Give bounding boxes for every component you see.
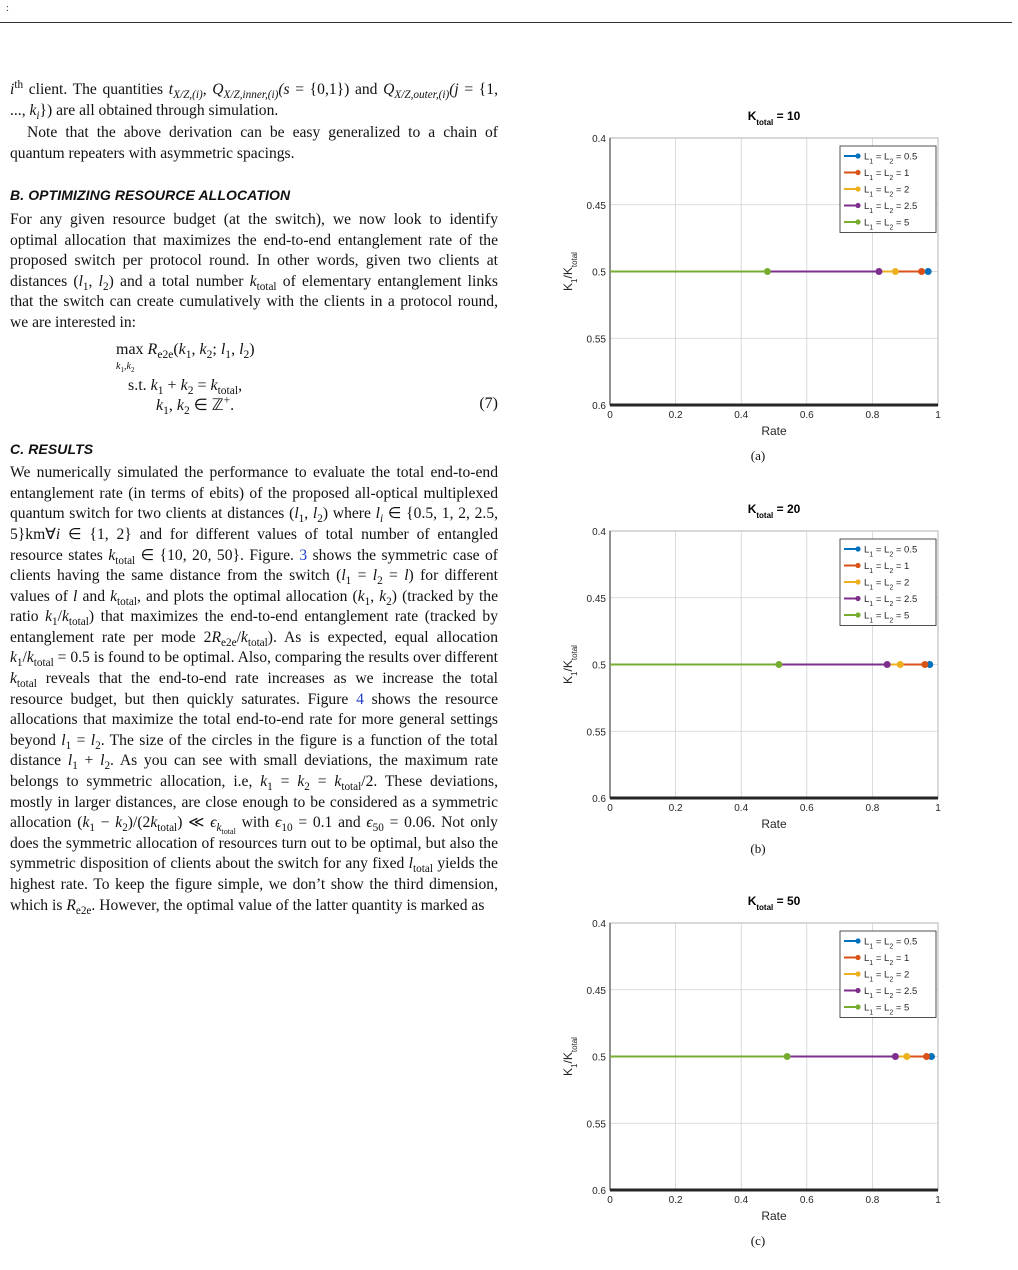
chart-svg [558,100,958,480]
chart-title: $K_{total} = 10$ [747,109,801,127]
legend-label: $L_1 = L_2 = 1$ [864,168,910,182]
legend-marker [855,988,860,993]
series-marker [764,269,770,275]
x-tick-label: 0.6 [799,803,814,814]
y-tick-label: 0.5 [592,660,606,672]
x-axis-label: Rate [761,1209,787,1223]
page-header-mark: : [6,2,10,14]
chart-panel-a [558,100,958,480]
legend-marker [855,955,860,960]
x-tick-label: 0 [607,410,613,421]
series-marker [897,662,903,668]
legend-label: $L_1 = L_2 = 2.5$ [864,986,918,1000]
legend-marker [855,186,860,191]
section-heading-b: B. OPTIMIZING RESOURCE ALLOCATION [10,187,291,204]
legend-label: $L_1 = L_2 = 2.5$ [864,201,918,215]
x-tick-label: 0.8 [865,1195,880,1206]
paragraph-3: For any given resource budget (at the switch), we now look to identify optimal allocation that maximizes the end-to-end entanglement rate of the proposed switch per protocol round. In other words, given two clients at distances ($l_1$, $l_2$) and a total number $k_{total}$ of elementary entanglement links that the switch can create cumulatively with the clients in a protocol round, we are interested in: [10,210,499,331]
legend-marker [855,612,860,617]
series-marker [892,269,898,275]
x-tick-label: 0.2 [668,1195,683,1206]
series-marker [904,1054,910,1060]
legend-label: $L_1 = L_2 = 5$ [864,217,910,231]
legend-label: $L_1 = L_2 = 1$ [864,953,910,967]
y-tick-label: 0.55 [586,1119,606,1131]
legend-label: $L_1 = L_2 = 2.5$ [864,594,918,608]
series-marker [919,269,925,275]
x-tick-label: 0.4 [734,1195,749,1206]
text-column [10,80,498,916]
legend-marker [855,219,860,224]
legend-marker [855,170,860,175]
x-tick-label: 1 [935,410,941,421]
legend-label: $L_1 = L_2 = 2$ [864,184,910,198]
x-tick-label: 0.4 [734,803,749,814]
y-tick-label: 0.55 [586,727,606,739]
y-tick-label: 0.45 [586,593,606,605]
legend-marker [855,1004,860,1009]
chart-panel-c [558,885,958,1265]
y-tick-label: 0.6 [592,1186,606,1197]
y-tick-label: 0.4 [592,919,606,930]
series-marker [784,1054,790,1060]
legend-marker [855,563,860,568]
series-marker [876,269,882,275]
paragraph-4: We numerically simulated the performance to evaluate the total end-to-end entanglement rate (in terms of ebits) of the proposed all-optical multiplexed quantum switch for two clients at distances ($l_1$, $l_2$) where $l_i$ ∈ {0.5, 1, 2, 2.5, 5}km∀i ∈ {1, 2} and for different values of total number of entangled resource states $k_{total}$ ∈ {10, 20, 50}. Figure. 3 shows the symmetric case of clients having the same distance from the switch $(l_1 = l_2 = l)$ for different values of l and $k_{total}$, and plots the optimal allocation ($k_1$, $k_2$) (tracked by the ratio $k_1/k_{total}$) that maximizes the end-to-end entanglement rate (tracked by entanglement rate per mode $2R_{e2e}/k_{total}$). As is expected, equal allocation $k_1/k_{total} = 0.5$ is found to be optimal. Also, comparing the results over different $k_{total}$ reveals that the end-to-end rate increases as we increase the total resource budget, but then quickly saturates. Figure 4 shows the resource allocations that maximize the total end-to-end rate for more general settings beyond $l_1 = l_2$. The size of the circles in the figure is a function of the total distance $l_1 + l_2$. As you can see with small deviations, the maximum rate belongs to symmetric allocation, i.e, $k_1 = k_2 = k_{total}/2$. These deviations, mostly in larger distances, are close enough to be considered as a symmetric allocation $(k_1 - k_2)/(2k_{total})$ ≪ $\epsilon_{k_{total}}$ with $\epsilon_{10} = 0.1$ and $\epsilon_{50} = 0.06$. Not only does the symmetric allocation of resources turn out to be optimal, but also the symmetric disposition of clients about the switch for any fixed $l_{total}$ yields the highest rate. To keep the figure simple, we don’t show the third dimension, which is $R_{e2e}$. However, the optimal value of the latter quantity is marked as [10,464,499,917]
y-tick-label: 0.45 [586,200,606,212]
series-marker [924,1054,930,1060]
y-tick-label: 0.6 [592,794,606,805]
legend-label: $L_1 = L_2 = 2$ [864,969,910,983]
legend-marker [855,203,860,208]
x-tick-label: 0.6 [799,1195,814,1206]
series-marker [922,662,928,668]
x-axis-label: Rate [761,817,787,831]
figure-caption: (b) [750,841,766,856]
y-tick-label: 0.55 [586,334,606,346]
x-tick-label: 0 [607,803,613,814]
x-tick-label: 0 [607,1195,613,1206]
legend-label: $L_1 = L_2 = 5$ [864,1002,910,1016]
series-marker [776,662,782,668]
chart-panel-b [558,493,958,873]
legend-label: $L_1 = L_2 = 1$ [864,561,910,575]
legend-marker [855,938,860,943]
y-tick-label: 0.4 [592,134,606,145]
chart-svg [558,885,958,1265]
x-tick-label: 0.4 [734,410,749,421]
chart-svg [558,493,958,873]
x-tick-label: 0.2 [668,410,683,421]
y-tick-label: 0.5 [592,267,606,279]
series-marker [925,269,931,275]
y-tick-label: 0.4 [592,527,606,538]
y-tick-label: 0.6 [592,401,606,412]
header-rule [0,22,1012,23]
y-tick-label: 0.5 [592,1052,606,1064]
legend-label: $L_1 = L_2 = 0.5$ [864,151,918,165]
x-tick-label: 0.2 [668,803,683,814]
x-tick-label: 1 [935,803,941,814]
legend-marker [855,596,860,601]
series-marker [892,1054,898,1060]
section-heading-c: C. RESULTS [10,440,94,457]
paragraph-2: Note that the above derivation can be easy generalized to a chain of quantum repeaters with asymmetric spacings. [10,124,498,162]
chart-title: $K_{total} = 20$ [747,502,801,520]
x-tick-label: 1 [935,1195,941,1206]
x-tick-label: 0.6 [799,410,814,421]
series-marker [884,662,890,668]
figure-4-link[interactable]: 4 [356,690,364,708]
chart-title: $K_{total} = 50$ [747,894,801,912]
y-tick-label: 0.45 [586,985,606,997]
y-axis-label: $K_1/K_{total}$ [561,1037,579,1076]
x-tick-label: 0.8 [865,803,880,814]
paragraph-1: $i^{th}$ client. The quantities $t_{X/Z,(i)}$, $Q_{X/Z,inner,(i)}(s = \{0,1\})$ and $Q_{X/Z,outer,(i)}(j = \{1$, ..., $k_i$}) are all obtained through simulation. [10,78,498,122]
legend-label: $L_1 = L_2 = 0.5$ [864,936,918,950]
figure-3-link[interactable]: 3 [299,546,308,564]
x-axis-label: Rate [761,424,787,438]
equation-number: (7) [479,394,498,412]
figure-3 [558,100,958,1270]
y-axis-label: $K_1/K_{total}$ [561,252,579,291]
y-axis-label: $K_1/K_{total}$ [561,645,579,684]
legend-marker [855,153,860,158]
legend-label: $L_1 = L_2 = 2$ [864,577,910,591]
figure-caption: (a) [750,448,766,463]
legend-marker [855,971,860,976]
legend-label: $L_1 = L_2 = 5$ [864,610,910,624]
figure-caption: (c) [750,1233,766,1248]
equation-7: $\max R_{e2e}(k_1$, $k_2$; $l_1$, $l_2$) $k_1,k_2$ s.t. $k_1 + k_2 = k_{total}$, $k_1$, $k_2$ ∈ ℤ+. (7) [116,340,498,417]
x-tick-label: 0.8 [865,410,880,421]
legend-label: $L_1 = L_2 = 0.5$ [864,544,918,558]
legend-marker [855,546,860,551]
legend-marker [855,579,860,584]
